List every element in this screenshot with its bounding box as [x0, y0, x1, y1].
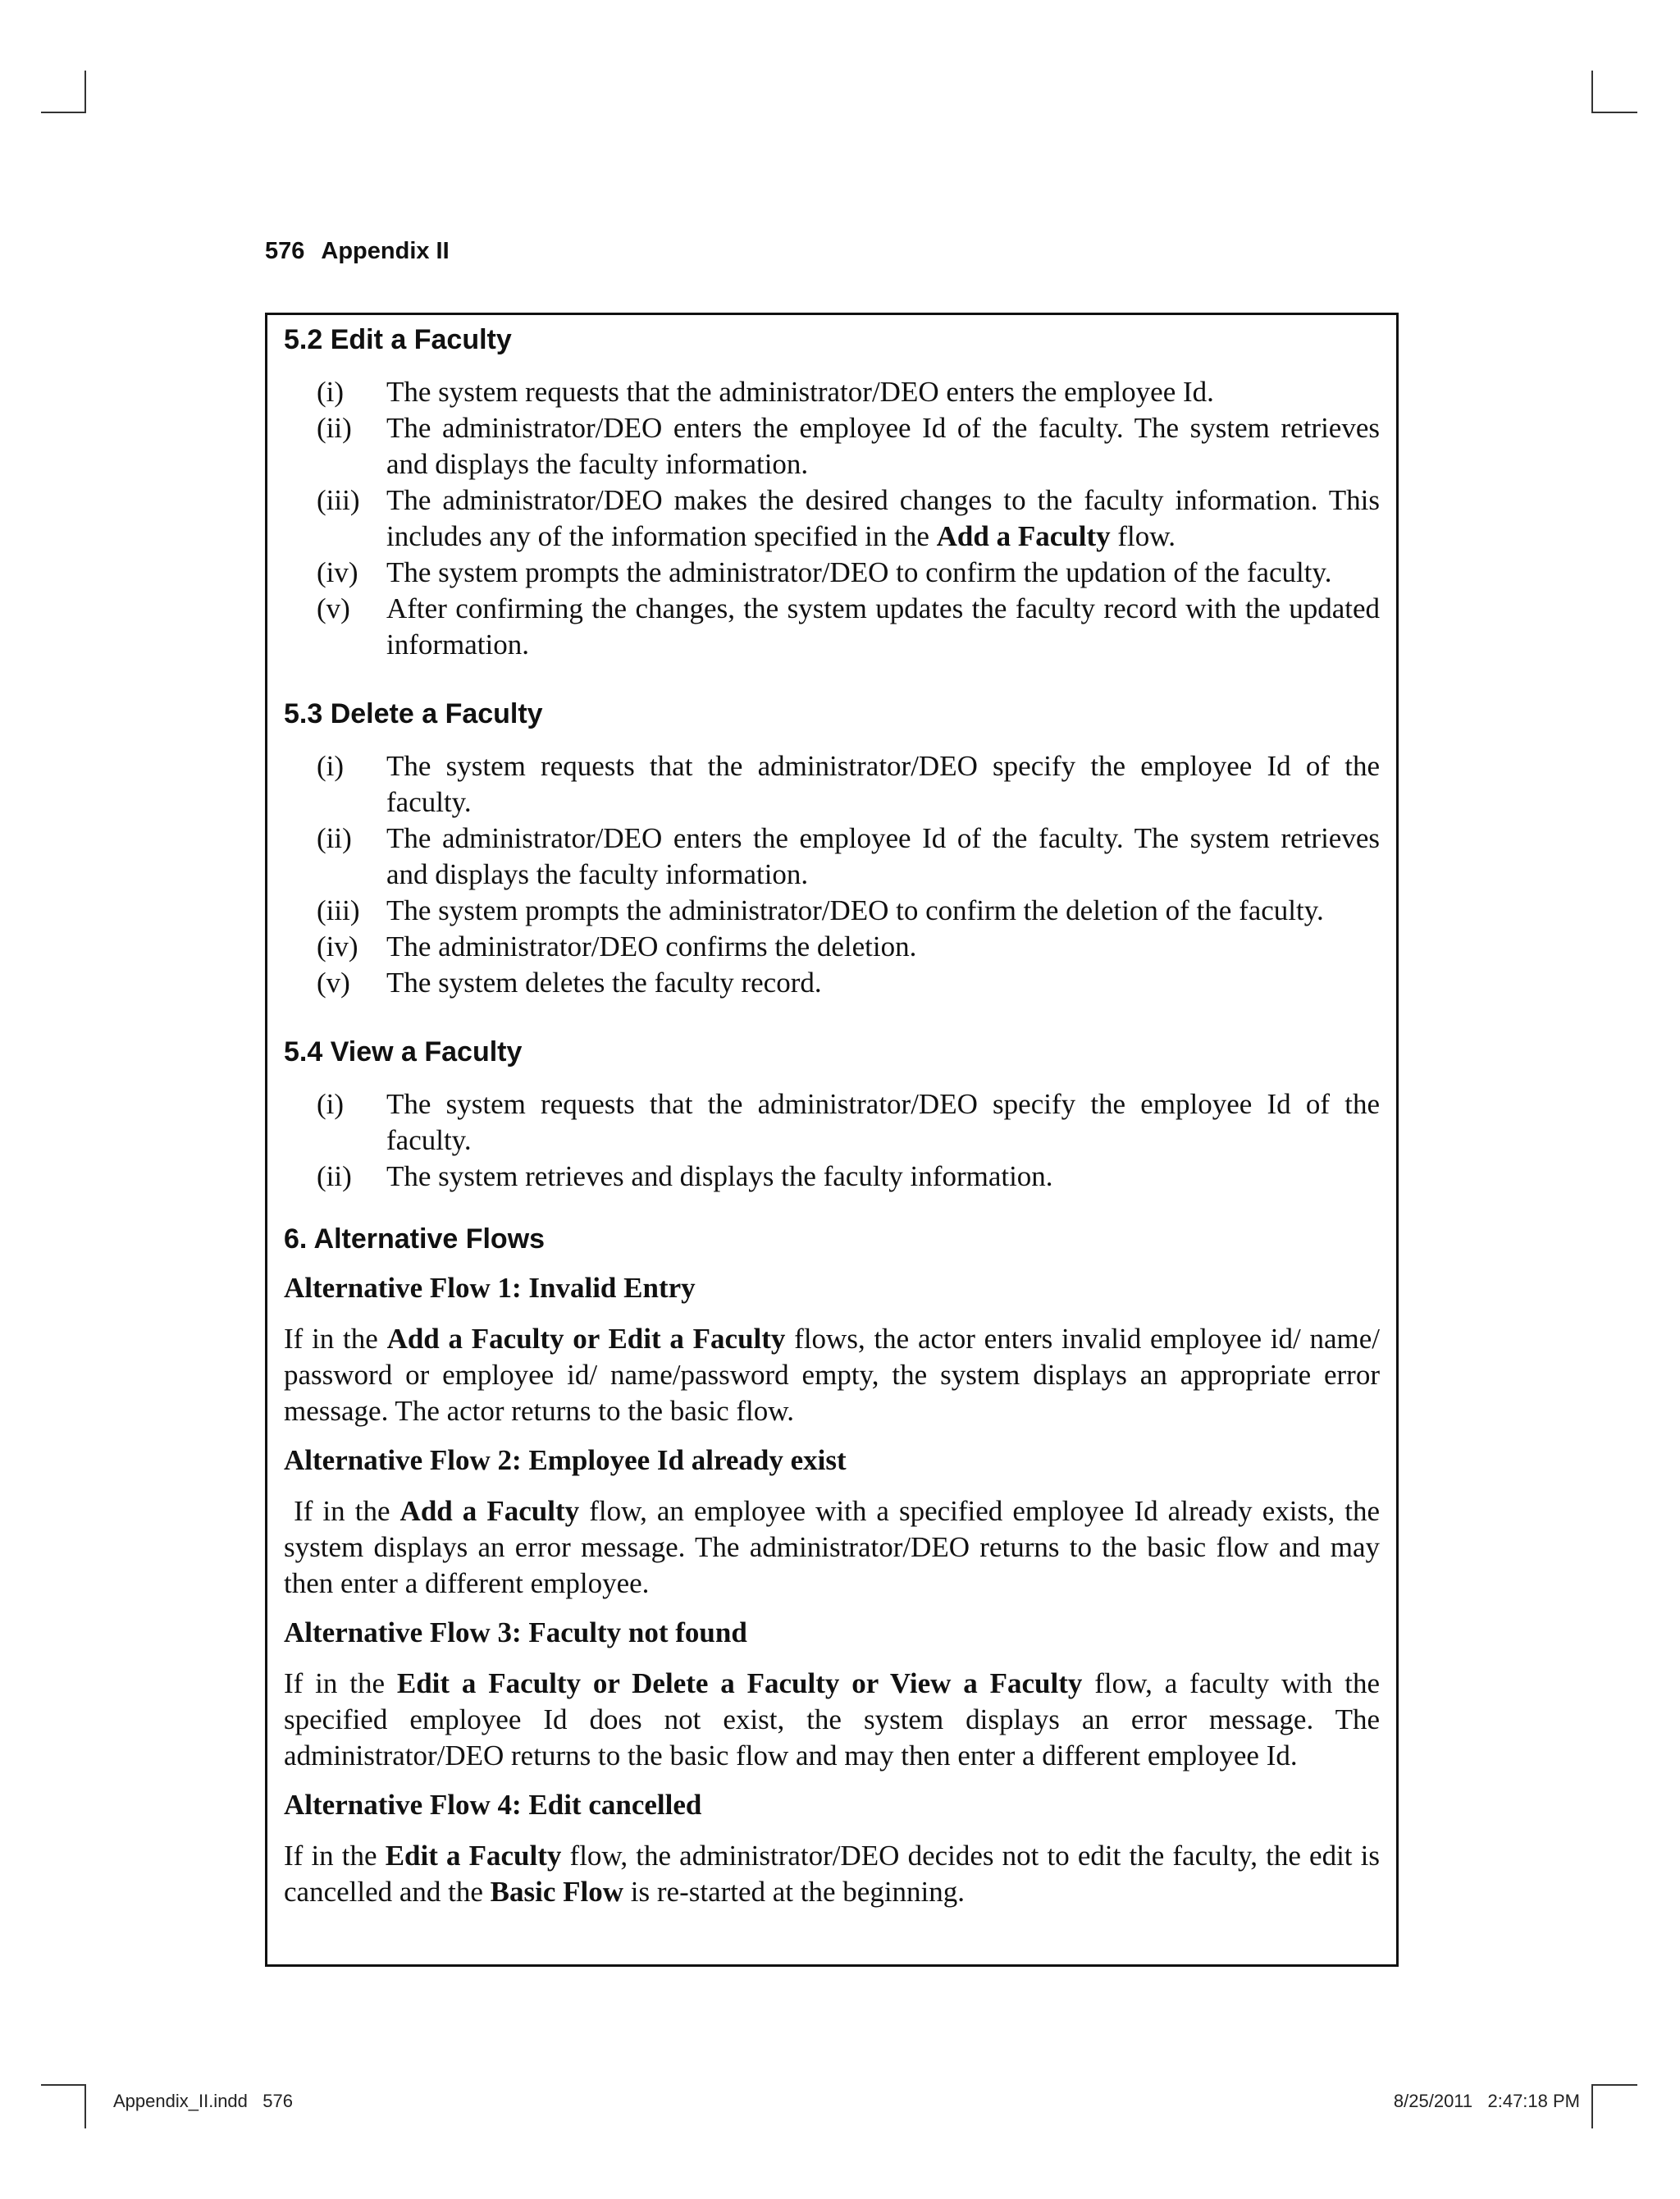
list-item — [284, 1086, 1380, 1159]
item-text-bold: Add a Faculty — [936, 520, 1111, 552]
alt-flow-paragraph — [284, 1493, 1387, 1602]
item-number: (v) — [317, 967, 350, 999]
list-item — [284, 929, 1380, 965]
footer-file: Appendix_II.indd 576 — [113, 2091, 293, 2111]
item-text: The system retrieves and displays the faculty information. — [386, 1160, 1053, 1192]
item-text-part: The administrator/DEO makes the desired changes to the faculty information. This includes any of the information specified in the — [386, 484, 1380, 552]
alt-flow-paragraph — [284, 1838, 1380, 1910]
crop-mark — [1591, 112, 1637, 113]
section-heading: 5.2 Edit a Faculty — [284, 324, 512, 355]
crop-mark — [84, 71, 86, 113]
crop-mark — [1591, 71, 1593, 113]
list-item — [284, 482, 1380, 555]
alt-flow-paragraph — [284, 1666, 1380, 1774]
crop-mark — [41, 2084, 86, 2086]
numbered-list — [284, 1086, 1380, 1195]
item-number: (iii) — [317, 484, 360, 516]
list-item — [284, 893, 1380, 929]
item-text: The system requests that the administrator/DEO enters the employee Id. — [386, 376, 1214, 408]
numbered-list — [284, 748, 1380, 1001]
alt-flow-title: Alternative Flow 3: Faculty not found — [284, 1616, 747, 1648]
paragraph-text: If in the — [284, 1323, 387, 1355]
alt-flow-paragraph — [284, 1321, 1380, 1429]
item-text: The system deletes the faculty record. — [386, 967, 822, 999]
paragraph-text: flow, a faculty with the specified employee Id does not exist, the system displays an error message. The administrator/DEO returns to the basic flow and may then enter a different employee Id. — [284, 1667, 1380, 1772]
alt-flow-title: Alternative Flow 1: Invalid Entry — [284, 1272, 696, 1304]
paragraph-text: If in the — [284, 1840, 386, 1872]
item-number: (v) — [317, 592, 350, 624]
list-item — [284, 410, 1380, 482]
item-number: (i) — [317, 376, 345, 408]
alt-flow-title: Alternative Flow 2: Employee Id already exist — [284, 1444, 847, 1476]
item-text: The administrator/DEO enters the employee Id of the faculty. The system retrieves and displays the faculty information. — [386, 822, 1380, 890]
paragraph-bold: Edit a Faculty — [385, 1840, 562, 1872]
page-number: 576 — [265, 238, 305, 264]
paragraph-bold: Add a Faculty — [399, 1495, 580, 1527]
list-item — [284, 555, 1380, 591]
section-heading: 5.4 View a Faculty — [284, 1036, 523, 1067]
item-text: The system prompts the administrator/DEO to confirm the updation of the faculty. — [386, 556, 1332, 588]
item-text: The administrator/DEO enters the employee Id of the faculty. The system retrieves and displays the faculty information. — [386, 412, 1380, 480]
list-item — [284, 374, 1380, 410]
list-item — [284, 965, 1380, 1001]
item-number: (iv) — [317, 930, 358, 962]
paragraph-bold: Basic Flow — [490, 1876, 624, 1908]
list-item — [284, 591, 1380, 663]
list-item — [284, 748, 1380, 821]
item-number: (ii) — [317, 412, 352, 444]
item-number: (ii) — [317, 1160, 352, 1192]
item-text: The system requests that the administrator/DEO specify the employee Id of the faculty. — [386, 750, 1380, 818]
item-text: The administrator/DEO confirms the deletion. — [386, 930, 917, 962]
paragraph-bold: Add a Faculty or Edit a Faculty — [386, 1323, 786, 1355]
item-number: (i) — [317, 750, 345, 782]
item-text: The system prompts the administrator/DEO to confirm the deletion of the faculty. — [386, 894, 1324, 926]
item-number: (iii) — [317, 894, 360, 926]
crop-mark — [1591, 2084, 1593, 2128]
item-text: The system requests that the administrator/DEO specify the employee Id of the faculty. — [386, 1088, 1380, 1156]
alt-flow-title: Alternative Flow 4: Edit cancelled — [284, 1789, 702, 1821]
paragraph-text: flow, an employee with a specified employee Id already exists, the system displays an error message. The administrator/DEO returns to the basic flow and may then enter a different employee. — [284, 1495, 1387, 1599]
item-text: After confirming the changes, the system updates the faculty record with the updated information. — [386, 592, 1380, 661]
section-heading: 5.3 Delete a Faculty — [284, 698, 543, 729]
paragraph-text: If in the — [284, 1495, 400, 1527]
crop-mark — [41, 112, 86, 113]
paragraph-text: flows, the actor enters invalid employee id/ name/ password or employee id/ name/password empty, the system displays an appropriate error message. The actor returns to the basic flow. — [284, 1323, 1380, 1427]
running-header — [265, 238, 450, 265]
item-number: (ii) — [317, 822, 352, 854]
section-heading: 6. Alternative Flows — [284, 1223, 546, 1255]
item-text — [386, 482, 1380, 555]
item-text-part: flow. — [1110, 520, 1176, 552]
numbered-list — [284, 374, 1380, 663]
paragraph-text: If in the — [284, 1667, 397, 1699]
content-box — [265, 313, 1399, 1967]
crop-mark — [84, 2084, 86, 2128]
paragraph-bold: Edit a Faculty or Delete a Faculty or View a Faculty — [396, 1667, 1083, 1699]
running-header-title: Appendix II — [321, 238, 450, 264]
paragraph-text: is re-started at the beginning. — [623, 1876, 966, 1908]
list-item — [284, 821, 1380, 893]
crop-mark — [1591, 2084, 1637, 2086]
item-number: (iv) — [317, 556, 358, 588]
list-item — [284, 1159, 1380, 1195]
footer-timestamp: 8/25/2011 2:47:18 PM — [1393, 2091, 1580, 2111]
paragraph-text: flow, the administrator/DEO decides not to edit the faculty, the edit is cancelled and the — [284, 1840, 1381, 1908]
item-number: (i) — [317, 1088, 345, 1120]
